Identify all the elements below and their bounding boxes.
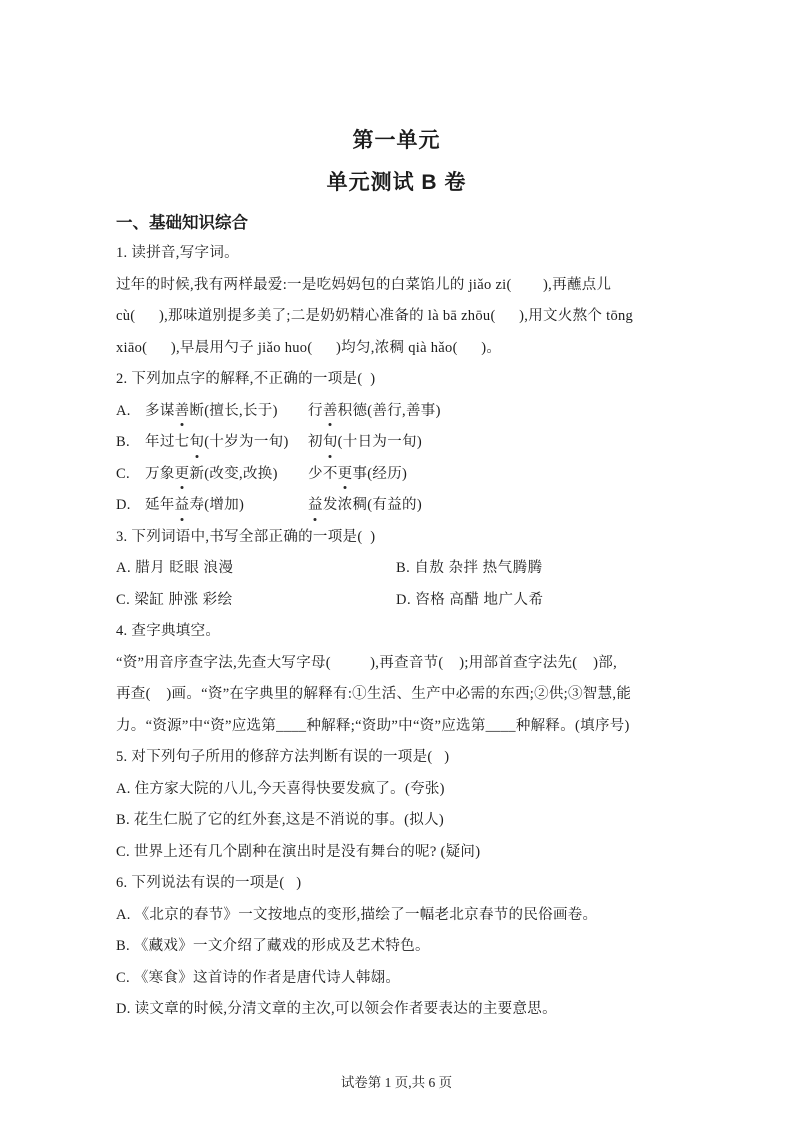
option-phrase-left: 多谋善断(擅长,长于) bbox=[145, 396, 308, 428]
option-phrase-left: 年过七旬(十岁为一旬) bbox=[145, 427, 308, 459]
option-phrase-right: 行善积德(善行,善事) bbox=[308, 396, 677, 428]
page-subtitle: 单元测试 B 卷 bbox=[326, 171, 467, 194]
question-4-paragraph-line-2: 再查( )画。“资”在字典里的解释有:①生活、生产中必需的东西;②供;③智慧,能 bbox=[116, 686, 632, 702]
option-phrase-right: 益发浓稠(有益的) bbox=[308, 490, 677, 522]
question-2-option-d bbox=[116, 490, 677, 522]
question-3-stem: 3. 下列词语中,书写全部正确的一项是( ) bbox=[116, 528, 376, 545]
question-5-option-b: B. 花生仁脱了它的红外套,这是不消说的事。(拟人) bbox=[116, 812, 445, 828]
question-2-option-b bbox=[116, 427, 677, 459]
question-4-stem: 4. 查字典填空。 bbox=[116, 623, 221, 639]
question-6-option-c: C. 《寒食》这首诗的作者是唐代诗人韩翃。 bbox=[116, 969, 401, 986]
page-title: 第一单元 bbox=[352, 129, 441, 152]
question-2-option-a bbox=[116, 396, 677, 428]
question-6-option-d: D. 读文章的时候,分清文章的主次,可以领会作者要表达的主要意思。 bbox=[116, 1001, 557, 1017]
question-6-option-b: B. 《藏戏》一文介绍了藏戏的形成及艺术特色。 bbox=[116, 938, 430, 954]
question-2-stem: 2. 下列加点字的解释,不正确的一项是( ) bbox=[116, 371, 376, 387]
option-label: C. bbox=[116, 465, 130, 482]
question-3-option-b: B. 自敖 杂拌 热气腾腾 bbox=[396, 560, 543, 576]
question-6-option-a: A. 《北京的春节》一文按地点的变形,描绘了一幅老北京春节的民俗画卷。 bbox=[116, 906, 598, 923]
question-5-option-a: A. 住方家大院的八儿,今天喜得快要发疯了。(夸张) bbox=[116, 780, 445, 797]
option-label: A. bbox=[116, 402, 131, 419]
question-3-option-a: A. 腊月 眨眼 浪漫 bbox=[116, 560, 234, 576]
page-footer: 试卷第 1 页,共 6 页 bbox=[340, 1075, 453, 1090]
question-1-paragraph-line-2: cù( ),那味道别提多美了;二是奶奶精心准备的 là bā zhōu( ),用文火熬个 tōng bbox=[116, 308, 634, 324]
question-4-paragraph-line-3: 力。“资源”中“资”应选第____种解释;“资助”中“资”应选第____种解释。(填序号) bbox=[116, 717, 630, 734]
question-1-stem: 1. 读拼音,写字词。 bbox=[116, 245, 239, 261]
question-3-options bbox=[116, 553, 677, 616]
option-phrase-right: 初旬(十日为一旬) bbox=[308, 427, 677, 459]
option-phrase-right: 少不更事(经历) bbox=[308, 459, 677, 491]
question-2-option-c bbox=[116, 459, 677, 491]
option-label: B. bbox=[116, 434, 130, 450]
question-5-stem: 5. 对下列句子所用的修辞方法判断有误的一项是( ) bbox=[116, 749, 450, 765]
option-phrase-left: 万象更新(改变,改换) bbox=[145, 459, 308, 491]
option-phrase-left: 延年益寿(增加) bbox=[145, 490, 308, 522]
option-label: D. bbox=[116, 497, 131, 513]
question-6-stem: 6. 下列说法有误的一项是( ) bbox=[116, 875, 302, 891]
question-3-option-c: C. 梁缸 肿涨 彩绘 bbox=[116, 591, 233, 608]
question-5-option-c: C. 世界上还有几个剧种在演出时是没有舞台的呢? (疑问) bbox=[116, 843, 481, 860]
section-heading: 一、基础知识综合 bbox=[116, 214, 248, 232]
question-1-paragraph-line-1: 过年的时候,我有两样最爱:一是吃妈妈包的白菜馅儿的 jiǎo zi( ),再蘸点儿 bbox=[116, 276, 612, 293]
question-1-paragraph-line-3: xiāo( ),早晨用勺子 jiǎo huo( )均匀,浓稠 qià hǎo( )。 bbox=[116, 339, 502, 356]
question-4-paragraph-line-1: “资”用音序查字法,先查大写字母( ),再查音节( );用部首查字法先( )部, bbox=[116, 654, 617, 671]
question-3-option-d: D. 咨格 高醋 地广人希 bbox=[396, 591, 544, 608]
